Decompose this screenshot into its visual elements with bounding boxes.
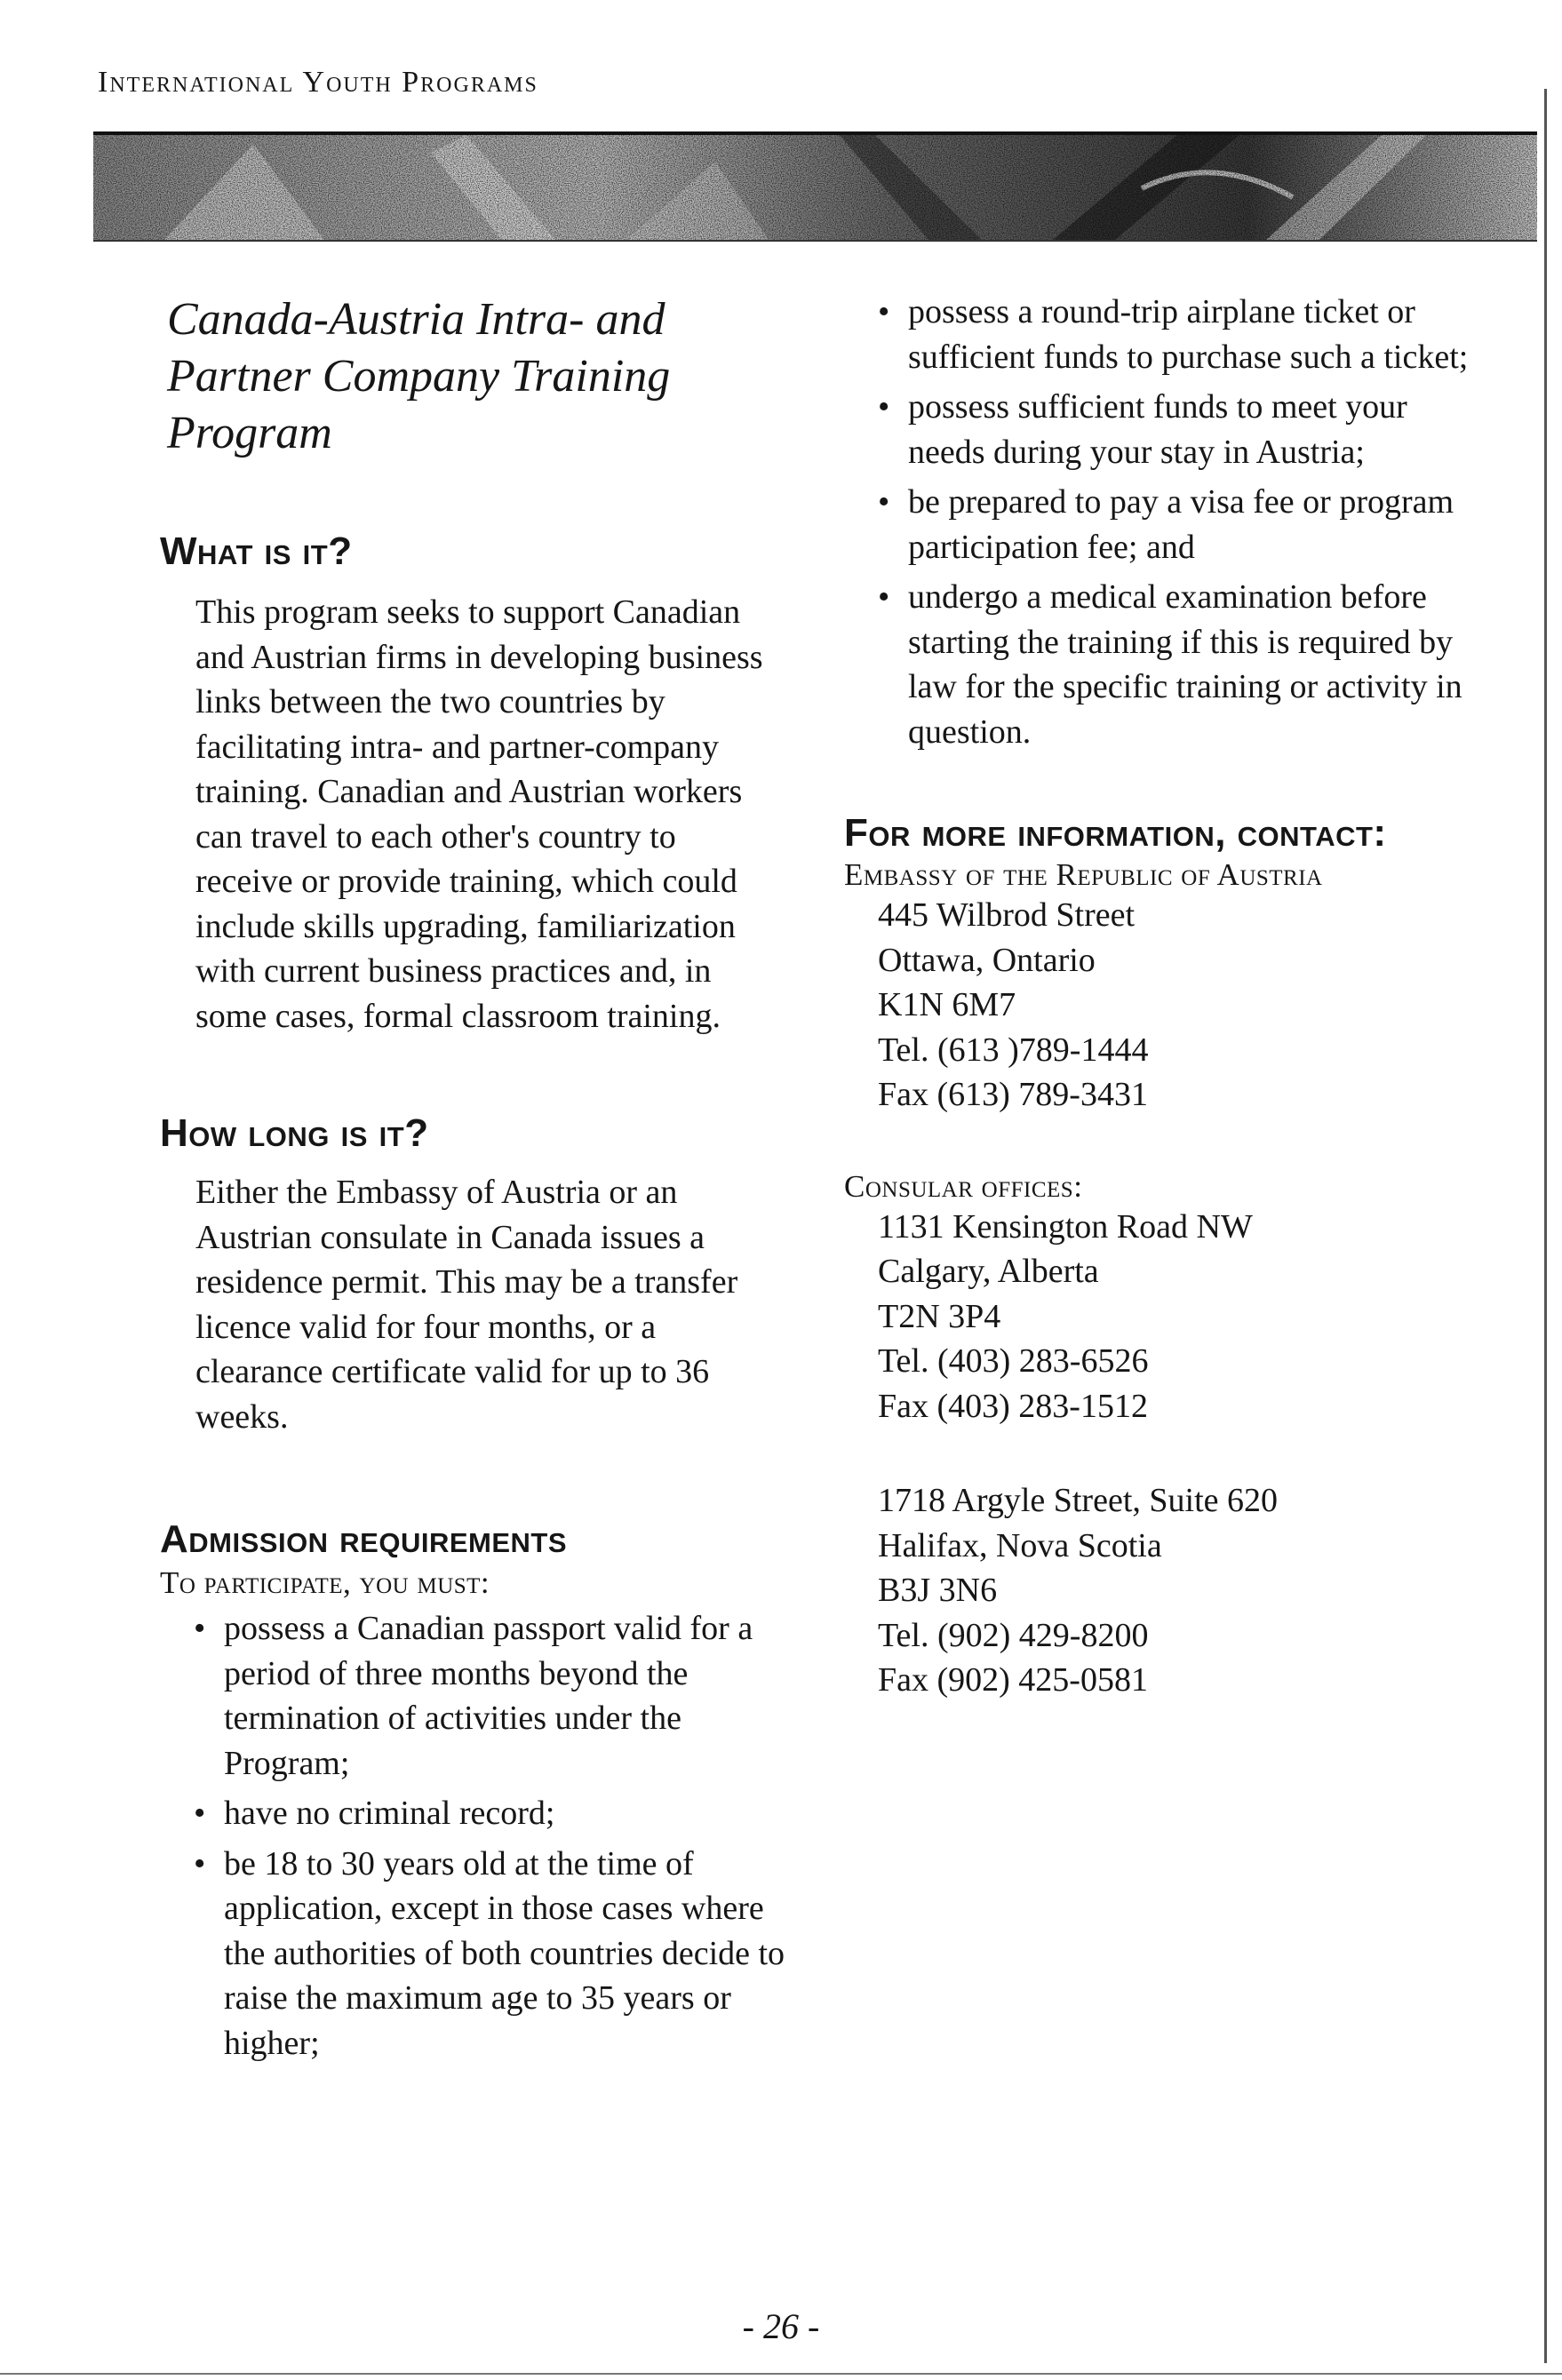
list-item: • possess sufficient funds to meet your needs during your stay in Austria; — [844, 385, 1484, 474]
list-item: • undergo a medical examination before starting the training if this is required by law for the specific training or activity in question. — [844, 575, 1484, 754]
admission-heading: Admission requirements — [160, 1517, 568, 1561]
address-street: 1131 Kensington Road NW — [878, 1207, 1253, 1246]
halifax-address — [878, 1478, 1519, 1703]
bullet-icon: • — [194, 1610, 206, 1647]
bullet-icon: • — [878, 293, 890, 330]
list-item: • be 18 to 30 years old at the time of application, except in those cases where the authorities of both countries decide to raise the maximum age to 35 years or higher; — [160, 1842, 800, 2066]
embassy-address — [878, 893, 1519, 1118]
address-street: 1718 Argyle Street, Suite 620 — [878, 1482, 1278, 1519]
how-long-heading: How long is it? — [160, 1111, 429, 1155]
requirements-list-right — [844, 290, 1484, 754]
address-city: Ottawa, Ontario — [878, 941, 1096, 979]
bullet-icon: • — [194, 1795, 206, 1832]
bullet-icon: • — [878, 483, 890, 521]
list-item: • possess a round-trip airplane ticket or sufficient funds to purchase such a ticket; — [844, 290, 1484, 379]
running-header: International Youth Programs — [98, 66, 538, 99]
calgary-address — [878, 1205, 1519, 1429]
embassy-name: Embassy of the Republic of Austria — [844, 857, 1323, 892]
bullet-icon: • — [878, 578, 890, 616]
fax-number: Fax (902) 425-0581 — [878, 1661, 1148, 1699]
bottom-edge-rule — [0, 2373, 1562, 2375]
address-street: 445 Wilbrod Street — [878, 896, 1136, 934]
consular-offices-label: Consular offices: — [844, 1168, 1083, 1204]
phone-number: Tel. (403) 283-6526 — [878, 1342, 1149, 1380]
phone-number: Tel. (902) 429-8200 — [878, 1616, 1149, 1654]
phone-number: Tel. (613 )789-1444 — [878, 1031, 1149, 1069]
left-column — [160, 284, 800, 2071]
address-city: Calgary, Alberta — [878, 1253, 1099, 1290]
page-edge-rule — [1544, 89, 1547, 2363]
page-number: - 26 - — [742, 2306, 820, 2346]
list-item: • possess a Canadian passport valid for a period of three months beyond the termination of activities under the Program; — [160, 1606, 800, 1786]
list-item: • be prepared to pay a visa fee or program participation fee; and — [844, 480, 1484, 569]
contact-heading: For more information, contact: — [844, 811, 1387, 855]
decorative-banner-image — [93, 131, 1537, 242]
requirements-list-left — [160, 1606, 800, 2066]
what-is-it-body: This program seeks to support Canadian and Austrian firms in developing business links between the two countries by facilitating intra- and partner-company training. Canadian and Austrian workers can travel to each other's country to receive or provide training, which could include skills upgrading, familiarization with current business practices and, in some cases, formal classroom training. — [195, 593, 763, 1035]
bullet-icon: • — [194, 1844, 206, 1883]
fax-number: Fax (613) 789-3431 — [878, 1076, 1148, 1113]
bullet-icon: • — [878, 388, 890, 426]
how-long-body: Either the Embassy of Austria or an Austrian consulate in Canada issues a residence permit. This may be a transfer licence valid for four months, or a clearance certificate valid for up to 36 weeks. — [195, 1174, 738, 1436]
admission-intro: To participate, you must: — [160, 1565, 490, 1600]
program-title: Canada-Austria Intra- and Partner Company Training Program — [167, 294, 671, 458]
what-is-it-heading: What is it? — [160, 529, 353, 573]
address-postal: B3J 3N6 — [878, 1572, 998, 1609]
address-city: Halifax, Nova Scotia — [878, 1526, 1162, 1564]
right-column — [844, 284, 1519, 1703]
fax-number: Fax (403) 283-1512 — [878, 1387, 1148, 1425]
list-item: • have no criminal record; — [160, 1791, 800, 1836]
address-postal: K1N 6M7 — [878, 986, 1016, 1023]
address-postal: T2N 3P4 — [878, 1297, 1001, 1335]
